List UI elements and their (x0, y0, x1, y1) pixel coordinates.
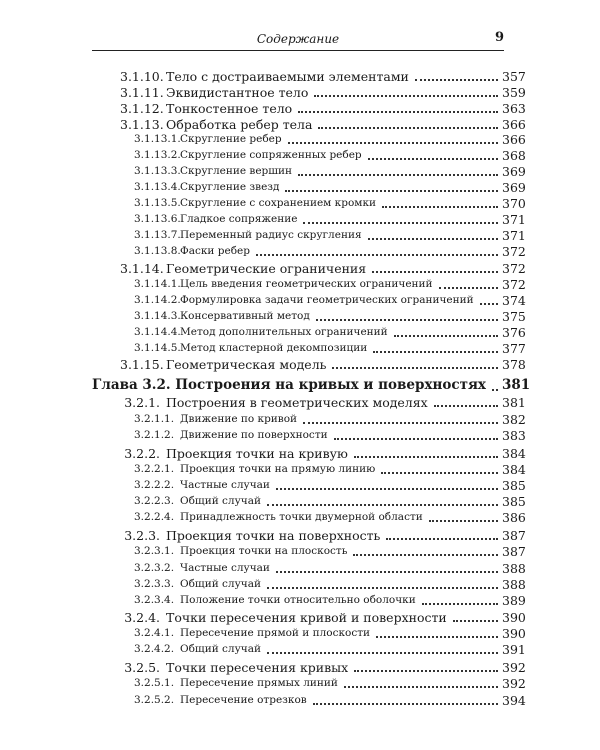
toc-entry-number: 3.2.5.2. (134, 694, 175, 706)
toc-entry-title: Скругление сопряженных ребер (180, 149, 362, 161)
toc-entry[interactable] (134, 561, 524, 576)
toc-entry-page: 389 (502, 593, 526, 608)
toc-entry[interactable] (134, 676, 524, 691)
dot-leader (386, 538, 498, 540)
dot-leader (376, 636, 498, 638)
dot-leader (439, 287, 498, 289)
toc-entry[interactable] (134, 494, 524, 509)
toc-entry-number: 3.2.4.1. (134, 627, 175, 639)
dot-leader (373, 351, 498, 353)
dot-leader (353, 554, 498, 556)
toc-entry[interactable] (134, 462, 524, 477)
toc-entry[interactable] (134, 132, 524, 147)
toc-entry-page: 392 (502, 660, 526, 675)
toc-entry-title: Точки пересечения кривой и поверхности (166, 610, 447, 625)
toc-entry-page: 369 (502, 180, 526, 195)
toc-entry-page: 386 (502, 510, 526, 525)
toc-entry-page: 381 (502, 395, 526, 410)
dot-leader (303, 422, 498, 424)
toc-entry-title: Цель введения геометрических ограничений (180, 278, 433, 290)
toc-entry-page: 368 (502, 148, 526, 163)
toc-entry-page: 390 (502, 610, 526, 625)
toc-entry-number: 3.2.2. (124, 446, 160, 461)
dot-leader (354, 456, 498, 458)
toc-entry-number: 3.2.2.3. (134, 495, 175, 507)
toc-entry-title: Эквидистантное тело (166, 85, 309, 100)
dot-leader (354, 670, 498, 672)
toc-entry[interactable] (134, 577, 524, 592)
toc-entry-title: Метод дополнительных ограничений (180, 326, 388, 338)
toc-entry[interactable] (134, 478, 524, 493)
toc-entry-page: 387 (502, 544, 526, 559)
dot-leader (318, 127, 498, 129)
toc-entry-number: 3.1.10. (120, 69, 164, 84)
toc-entry[interactable] (120, 528, 524, 543)
dot-leader (434, 405, 498, 407)
dot-leader (344, 686, 498, 688)
toc-entry[interactable] (134, 642, 524, 657)
toc-entry-number: 3.2.1.1. (134, 413, 175, 425)
toc-entry-number: 3.1.14.5. (134, 342, 181, 354)
toc-entry-page: 370 (502, 196, 526, 211)
toc-entry-title: Консервативный метод (180, 310, 310, 322)
toc-entry-page: 372 (502, 277, 526, 292)
toc-entry-number: 3.1.13.5. (134, 197, 181, 209)
toc-entry-title: Пересечение отрезков (180, 694, 307, 706)
toc-entry-page: 390 (502, 626, 526, 641)
toc-entry-title: Пересечение прямой и плоскости (180, 627, 371, 639)
toc-entry-title: Проекция точки на кривую (166, 446, 348, 461)
toc-entry-number: 3.2.1. (124, 395, 160, 410)
toc-chapter-entry[interactable] (92, 377, 531, 394)
toc-entry-page: 371 (502, 212, 526, 227)
dot-leader (480, 303, 498, 305)
toc-entry-number: 3.2.4. (124, 610, 160, 625)
toc-entry-title: Общий случай (180, 495, 261, 507)
toc-entry-number: 3.1.13.6. (134, 213, 181, 225)
dot-leader (298, 111, 498, 113)
dot-leader (332, 367, 498, 369)
toc-entry-title: Общий случай (180, 578, 261, 590)
toc-entry-title: Частные случаи (180, 479, 270, 491)
toc-entry-page: 383 (502, 428, 526, 443)
dot-leader (276, 571, 498, 573)
toc-entry-page: 372 (502, 261, 526, 276)
toc-entry-page: 375 (502, 309, 526, 324)
toc-entry-page: 384 (502, 446, 526, 461)
toc-entry-title: Геометрическая модель (166, 357, 327, 372)
toc-entry-title: Проекция точки на прямую линию (180, 463, 376, 475)
dot-leader (381, 472, 498, 474)
toc-entry-page: 384 (502, 462, 526, 477)
toc-entry-title: Положение точки относительно оболочки (180, 594, 416, 606)
toc-entry-number: 3.2.5.1. (134, 677, 175, 689)
toc-entry-title: Формулировка задачи геометрических ограничений (180, 294, 474, 306)
dot-leader (415, 79, 498, 81)
toc-entry[interactable] (120, 395, 524, 410)
dot-leader (372, 271, 498, 273)
toc-entry-title: Переменный радиус скругления (180, 229, 362, 241)
toc-entry-number: 3.2.2.1. (134, 463, 175, 475)
toc-entry[interactable] (120, 69, 524, 84)
toc-entry-page: 376 (502, 325, 526, 340)
dot-leader (316, 319, 498, 321)
toc-entry[interactable] (134, 309, 524, 324)
toc-entry-title: Точки пересечения кривых (166, 660, 349, 675)
toc-entry-page: 371 (502, 228, 526, 243)
dot-leader (314, 95, 498, 97)
toc-entry[interactable] (134, 544, 524, 559)
toc-entry-number: 3.1.13.7. (134, 229, 181, 241)
toc-entry[interactable] (120, 101, 524, 116)
dot-leader (303, 222, 498, 224)
dot-leader (368, 158, 498, 160)
toc-entry[interactable] (134, 341, 524, 356)
toc-entry-page: 382 (502, 412, 526, 427)
toc-entry-number: 3.1.13.4. (134, 181, 181, 193)
toc-entry[interactable] (134, 325, 524, 340)
dot-leader (422, 603, 498, 605)
toc-entry[interactable] (120, 446, 524, 461)
dot-leader (256, 254, 498, 256)
toc-entry[interactable] (120, 85, 524, 100)
toc-entry-title: Метод кластерной декомпозиции (180, 342, 368, 354)
toc-entry-page: 366 (502, 132, 526, 147)
toc-entry-page: 387 (502, 528, 526, 543)
toc-entry-title: Скругление с сохранением кромки (180, 197, 377, 209)
toc-entry-page: 369 (502, 164, 526, 179)
toc-entry-number: 3.2.3.4. (134, 594, 175, 606)
toc-entry-title: Проекция точки на плоскость (180, 545, 348, 557)
toc-entry-title: Принадлежность точки двумерной области (180, 511, 423, 523)
toc-entry[interactable] (134, 180, 524, 195)
toc-entry-page: 374 (502, 293, 526, 308)
toc-entry-number: 3.1.15. (120, 357, 164, 372)
toc-entry[interactable] (134, 164, 524, 179)
running-header (92, 30, 504, 51)
toc-entry-page: 388 (502, 577, 526, 592)
toc-entry-page: 366 (502, 117, 526, 132)
toc-entry[interactable] (134, 693, 524, 708)
dot-leader (382, 206, 498, 208)
toc-entry[interactable] (134, 428, 524, 443)
dot-leader (453, 620, 498, 622)
dot-leader (429, 520, 498, 522)
dot-leader (334, 438, 498, 440)
dot-leader (267, 504, 498, 506)
dot-leader (298, 174, 498, 176)
toc-entry-page: 385 (502, 494, 526, 509)
toc-entry[interactable] (120, 117, 524, 132)
toc-entry-page: 357 (502, 69, 526, 84)
toc-entry-title: Фаски ребер (180, 245, 250, 257)
toc-entry[interactable] (134, 228, 524, 243)
dot-leader (368, 238, 498, 240)
toc-entry-number: 3.2.3.3. (134, 578, 175, 590)
dot-leader (267, 587, 498, 589)
toc-entry-title: Общий случай (180, 643, 261, 655)
toc-entry-page: 385 (502, 478, 526, 493)
dot-leader (492, 389, 498, 391)
toc-entry-number: 3.2.3.1. (134, 545, 175, 557)
toc-entry[interactable] (134, 244, 524, 259)
toc-entry-title: Гладкое сопряжение (180, 213, 298, 225)
toc-entry-number: 3.1.13.8. (134, 245, 181, 257)
toc-entry-title: Движение по поверхности (180, 429, 328, 441)
toc-entry[interactable] (134, 277, 524, 292)
toc-entry[interactable] (120, 357, 524, 372)
toc-entry-number: 3.1.13.2. (134, 149, 181, 161)
toc-entry[interactable] (134, 510, 524, 525)
toc-entry-title: Скругление ребер (180, 133, 282, 145)
toc-entry-number: 3.1.12. (120, 101, 164, 116)
toc-entry-number: 3.1.11. (120, 85, 164, 100)
toc-entry-page: 377 (502, 341, 526, 356)
toc-entry-number: 3.1.14. (120, 261, 164, 276)
toc-entry[interactable] (134, 412, 524, 427)
toc-entry-title: Проекция точки на поверхность (166, 528, 381, 543)
toc-entry[interactable] (134, 626, 524, 641)
toc-entry-title: Обработка ребер тела (166, 117, 313, 132)
toc-entry-title: Тело с достраиваемыми элементами (166, 69, 409, 84)
toc-entry[interactable] (134, 212, 524, 227)
toc-entry-number: 3.1.13. (120, 117, 164, 132)
dot-leader (313, 703, 498, 705)
toc-entry-number: 3.2.1.2. (134, 429, 175, 441)
toc-entry-number: 3.1.14.4. (134, 326, 181, 338)
toc-entry-number: 3.1.14.2. (134, 294, 181, 306)
toc-entry-title: Движение по кривой (180, 413, 298, 425)
toc-entry-title: Частные случаи (180, 562, 270, 574)
toc-entry-page: 381 (502, 377, 531, 393)
toc-entry[interactable] (120, 261, 524, 276)
toc-entry-number: 3.1.14.3. (134, 310, 181, 322)
toc-entry[interactable] (134, 148, 524, 163)
toc-entry-number: 3.2.4.2. (134, 643, 175, 655)
toc-entry-number: 3.2.3.2. (134, 562, 175, 574)
toc-entry-number: 3.1.13.3. (134, 165, 181, 177)
toc-entry[interactable] (134, 593, 524, 608)
toc-entry-page: 359 (502, 85, 526, 100)
toc-entry[interactable] (120, 610, 524, 625)
toc-entry-title: Скругление звезд (180, 181, 280, 193)
toc-entry-title: Геометрические ограничения (166, 261, 367, 276)
toc-entry-title: Глава 3.2. Построения на кривых и поверхностях (92, 377, 486, 393)
toc-entry-page: 363 (502, 101, 526, 116)
toc-entry-title: Тонкостенное тело (166, 101, 293, 116)
toc-entry[interactable] (134, 196, 524, 211)
toc-entry-number: 3.2.3. (124, 528, 160, 543)
toc-entry-number: 3.2.2.4. (134, 511, 175, 523)
toc-entry-number: 3.1.13.1. (134, 133, 181, 145)
dot-leader (285, 190, 498, 192)
toc-entry-title: Пересечение прямых линий (180, 677, 338, 689)
toc-entry-number: 3.1.14.1. (134, 278, 181, 290)
toc-entry-page: 391 (502, 642, 526, 657)
toc-entry-title: Построения в геометрических моделях (166, 395, 428, 410)
dot-leader (288, 142, 498, 144)
toc-entry[interactable] (120, 660, 524, 675)
header-title: Содержание (256, 32, 340, 46)
dot-leader (267, 652, 498, 654)
dot-leader (276, 488, 498, 490)
toc-entry[interactable] (134, 293, 524, 308)
toc-entry-page: 378 (502, 357, 526, 372)
toc-entry-page: 392 (502, 676, 526, 691)
dot-leader (394, 335, 498, 337)
toc-entry-page: 372 (502, 244, 526, 259)
header-page-number: 9 (494, 30, 504, 45)
toc-entry-number: 3.2.5. (124, 660, 160, 675)
toc-entry-page: 388 (502, 561, 526, 576)
toc-entry-page: 394 (502, 693, 526, 708)
toc-entry-title: Скругление вершин (180, 165, 293, 177)
toc-entry-number: 3.2.2.2. (134, 479, 175, 491)
